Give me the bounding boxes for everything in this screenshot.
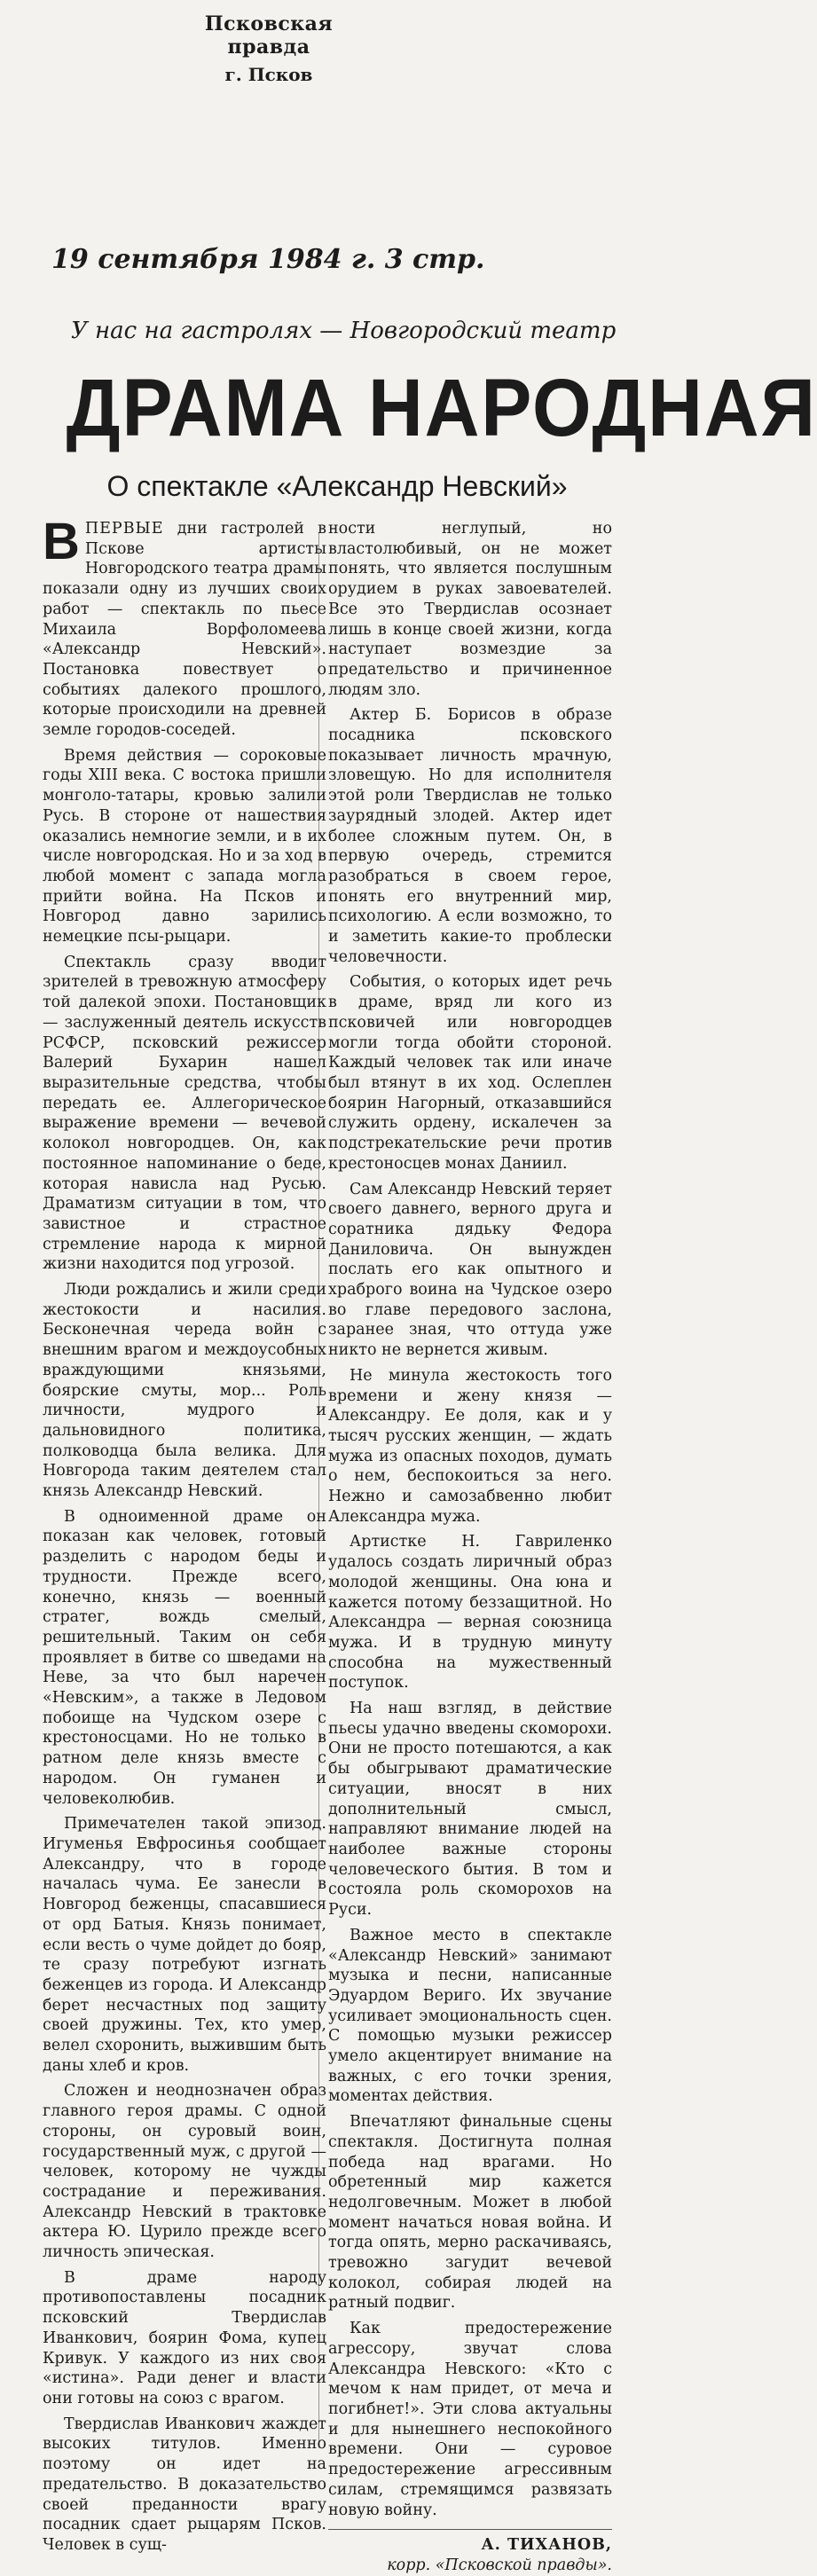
article-right-column xyxy=(328,519,612,2576)
article-paragraph: Как предостережение агрессору, звучат слова Александра Невского: «Кто с мечом к нам придет, от меча и погибнет!». Эти слова актуальны и для нынешнего неспокойного времени. Они — суровое предостережение агрессивным силам, стремящимся развязать новую войну. xyxy=(328,2320,612,2519)
article-paragraph: На наш взгляд, в действие пьесы удачно введены скоморохи. Они не просто потешаются, а как бы обыгрывают драматические ситуации, вносят в них дополнительный смысл, направляют внимание людей на наиболее важные стороны человеческого бытия. В том и состояла роль скоморохов на Руси. xyxy=(328,1700,612,1920)
article-left-column xyxy=(43,513,326,2561)
article-paragraph: Сложен и неоднозначен образ главного героя драмы. С одной стороны, он суровый воин, государственный муж, с другой — человек, которому не чужды сострадание и переживания. Александр Невский в трактовке актера Ю. Цурило прежде всего личность эпическая. xyxy=(43,2082,326,2262)
article-paragraph: Спектакль сразу вводит зрителей в тревожную атмосферу той далекой эпохи. Постановщик— заслуженный деятель искусств РСФСР, псковский режиссер Валерий Бухарин нашел выразительные средства, чтобы передать ее. Аллегорическое выражение времени — вечевой колокол новгородцев. Он, как постоянное напоминание о беде, которая нависла над Русью. Драматизм ситуации в том, что завистное и страстное стремление народа к мирной жизни находится под угрозой. xyxy=(43,953,326,1274)
article-paragraph: Актер Б. Борисов в образе посадника псковского показывает личность мрачную, зловещую. Но для исполнителя этой роли Твердислав не только заурядный злодей. Актер идет более сложным путем. Он, в первую очередь, стремится разобраться в своем герое, понять его внутренний мир, психологию. А если возможно, то и заметить какие-то проблески человечности. xyxy=(328,706,612,966)
drop-cap: В xyxy=(43,513,80,570)
article-paragraph: Артистке Н. Гавриленко удалось создать лиричный образ молодой женщины. Она юна и кажется потому беззащитной. Но Александра — верная союзница мужа. И в трудную минуту способна на мужественный поступок. xyxy=(328,1533,612,1692)
newspaper-name: Псковская правда xyxy=(204,12,334,59)
article-paragraph: Не минула жестокость того времени и жену князя — Александру. Ее доля, как и у тысяч русских женщин, — ждать мужа из опасных походов, думать о нем, беспокоиться за него. Нежно и самозабвенно любит Александра мужа. xyxy=(328,1366,612,1526)
newspaper-city: г. Псков xyxy=(224,64,313,85)
article-paragraph: Важное место в спектакле «Александр Невский» занимают музыка и песни, написанные Эдуардом Вериго. Их звучание усиливает эмоциональность сцен. С помощью музыки режиссер умело акцентирует внимание на важных, с его точки зрения, моментах действия. xyxy=(328,1926,612,2106)
headline: ДРАМА НАРОДНАЯ xyxy=(66,363,817,453)
article-paragraph: Люди рождались и жили среди жестокости и насилия. Бесконечная череда войн с внешним врагом и междоусобных враждующими князьями, боярские смуты, мор... Роль личности, мудрого и дальновидного политика, полководца была велика. Для Новгорода таким деятелем стал князь Александр Невский. xyxy=(43,1281,326,1501)
author-position: корр. «Псковской правды». xyxy=(387,2556,612,2574)
article-paragraph: Твердислав Иванкович жаждет высоких титулов. Именно поэтому он идет на предательство. В доказательство своей преданности врагу посадник сдает рыцарям Псков. Человек в сущ- xyxy=(43,2415,326,2554)
article-paragraph: Примечателен такой эпизод. Игуменья Евфросинья сообщает Александру, что в городе началась чума. Ее занесли в Новгород беженцы, спасавшиеся от орд Батыя. Князь понимает, если весть о чуме дойдет до бояр, те сразу потребуют изгнать беженцев из города. И Александр берет несчастных под защиту своей дружины. Тех, кто умер, велел схоронить, выжившим быть даны хлеб и кров. xyxy=(43,1815,326,2075)
article-paragraph: В одноименной драме он показан как человек, готовый разделить с народом беды и трудности. Прежде всего, конечно, князь — военный стратег, вождь смелый, решительный. Таким он себя проявляет в битве со шведами на Неве, за что был наречен «Невским», а также в Ледовом побоище на Чудском озере с крестоносцами. Но не только в ратном деле князь вместе с народом. Он гуманен и человеколюбив. xyxy=(43,1507,326,1808)
article-paragraph xyxy=(43,513,326,741)
paragraph-text: дни гастролей в Пскове артисты Новгородского театра драмы показали одну из лучших своих работ — спектакль по пьесе Михаила Ворфоломеева «Александр Невский». Постановка повествует о событиях далекого прошлого, которые происходили на древней земле городов-соседей. xyxy=(43,520,326,740)
rubric: У нас на гастролях — Новгородский театр xyxy=(71,318,617,344)
article-paragraph: События, о которых идет речь в драме, вряд ли кого из псковичей или новгородцев могли тогда обойти стороной. Каждый человек так или иначе был втянут в их ход. Ослеплен боярин Нагорный, отказавшийся служить ордену, искалечен за подстрекательские речи против крестоносцев монах Даниил. xyxy=(328,973,612,1173)
lead-word: ПЕРВЫЕ xyxy=(84,520,164,538)
article-paragraph: Время действия — сороковые годы XIII века. С востока пришли монголо-татары, кровью залили Русь. В стороне от нашествия оказались немногие земли, и в их числе новгородская. Но и за ход в любой момент с запада могла прийти война. На Псков и Новгород давно зарились немецкие псы-рыцари. xyxy=(43,746,326,946)
article-paragraph: ности неглупый, но властолюбивый, он не может понять, что является послушным орудием в руках завоевателей. Все это Твердислав осознает лишь в конце своей жизни, когда наступает возмездие за предательство и причиненное людям зло. xyxy=(328,520,612,699)
article-paragraph: Впечатляют финальные сцены спектакля. Достигнута полная победа над врагами. Но обретенный мир кажется недолговечным. Может в любой момент начаться новая война. И тогда опять, мерно раскачиваясь, тревожно загудит вечевой колокол, собирая людей на ратный подвиг. xyxy=(328,2113,612,2313)
signature-rule xyxy=(328,2529,612,2530)
subheadline: О спектакле «Александр Невский» xyxy=(106,470,568,502)
article-paragraph: Сам Александр Невский теряет своего давнего, верного друга и соратника дядьку Федора Даниловича. Он вынужден послать его как опытного и храброго воина на Чудское озеро во главе передового заслона, заранее зная, что оттуда уже никто не вернется живым. xyxy=(328,1180,612,1360)
author-name: А. ТИХАНОВ, xyxy=(481,2536,612,2555)
date-page-line: 19 сентября 1984 г. 3 стр. xyxy=(51,244,485,275)
article-paragraph: В драме народу противопоставлены посадник псковский Твердислав Иванкович, боярин Фома, купец Кривук. У каждого из них своя «истина». Ради денег и власти они готовы на союз с врагом. xyxy=(43,2268,326,2407)
newspaper-stamp xyxy=(162,12,375,85)
